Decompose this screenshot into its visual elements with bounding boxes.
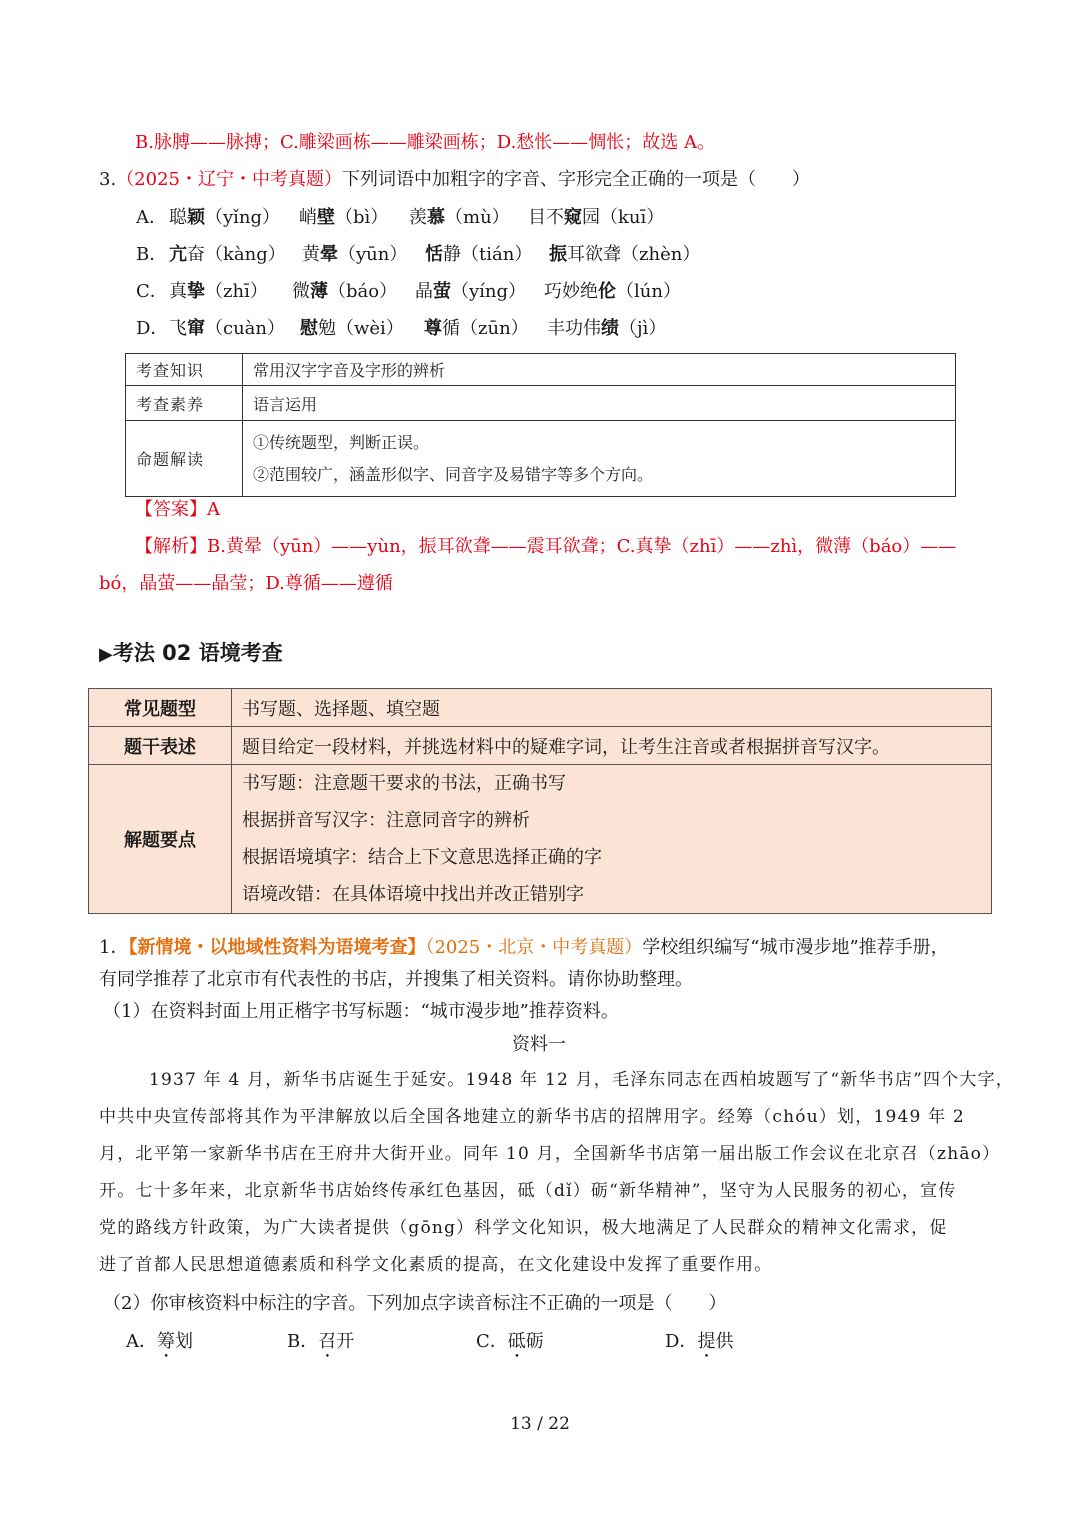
q1-stem-line-2: 有同学推荐了北京市有代表性的书店，并搜集了相关资料。请你协助整理。 — [99, 969, 693, 990]
section-title: ▶考法 02 语境考查 — [99, 641, 283, 665]
q3-analysis-line-1: 【解析】B.黄晕（yūn）——yùn，振耳欲聋——震耳欲聋；C.真挚（zhī）——zhì，微薄（báo）—— — [135, 536, 957, 557]
table-key: 考查素养 — [126, 386, 243, 421]
option-word: 丰功伟绩（jì） — [547, 318, 667, 339]
option-word: 黄晕（yūn） — [302, 244, 408, 265]
option-letter: B． — [136, 244, 168, 265]
option-word: 振耳欲聋（zhèn） — [549, 244, 701, 265]
q3-number: 3. — [99, 169, 117, 190]
option-word: 真挚（zhī） — [169, 281, 268, 302]
option-word: 羡慕（mù） — [409, 207, 510, 228]
option-word: 慰勉（wèi） — [300, 318, 404, 339]
table-value: 书写题：注意题干要求的书法，正确书写 根据拼音写汉字：注意同音字的辨析 根据语境填字：结合上下文意思选择正确的字 语境改错：在具体语境中找出并改正错别字 — [232, 765, 992, 914]
table-row — [89, 689, 992, 727]
table-row — [89, 765, 992, 914]
table-value: 题目给定一段材料，并挑选材料中的疑难字词，让考生注音或者根据拼音写汉字。 — [232, 727, 992, 765]
option-word: 峭壁（bì） — [299, 207, 389, 228]
table-key: 解题要点 — [89, 765, 232, 914]
option-word: 目不窥园（kuī） — [528, 207, 665, 228]
table-row — [126, 421, 956, 497]
option-letter: A． — [136, 207, 167, 228]
q1-tag: 【新情境・以地域性资料为语境考查】 — [128, 937, 426, 958]
triangle-icon: ▶ — [99, 644, 113, 665]
table-value: ①传统题型，判断正误。 ②范围较广，涵盖形似字、同音字及易错字等多个方向。 — [243, 421, 956, 497]
option-word: 微薄（báo） — [292, 281, 398, 302]
option-word: 巧妙绝伦（lún） — [544, 281, 681, 302]
q3-option-a[interactable] — [136, 206, 665, 230]
option-word: 恬静（tián） — [425, 244, 533, 265]
table-value: 常用汉字字音及字形的辨析 — [243, 354, 956, 386]
table-key: 考查知识 — [126, 354, 243, 386]
option-letter: C． — [136, 281, 168, 302]
table-value: 书写题、选择题、填空题 — [232, 689, 992, 727]
option-word: 晶萤（yíng） — [415, 281, 527, 302]
table-key: 题干表述 — [89, 727, 232, 765]
prev-analysis-tail: B.脉膊——脉搏；C.雕梁画栋——雕梁画栋；D.愁怅——惆怅；故选 A。 — [135, 132, 716, 153]
table-row — [126, 386, 956, 421]
table-row — [126, 354, 956, 386]
material-title: 资料一 — [512, 1034, 566, 1055]
q3-option-b[interactable] — [136, 243, 701, 267]
table-key: 命题解读 — [126, 421, 243, 497]
q3-source: （2025・辽宁・中考真题） — [116, 169, 342, 190]
option-letter: D． — [136, 318, 169, 339]
option-word: 飞窜（cuàn） — [169, 318, 285, 339]
q3-option-c[interactable] — [136, 280, 681, 304]
choice-a[interactable]: A．筹划 — [126, 1331, 193, 1352]
q3-analysis-line-2: bó，晶萤——晶莹；D.尊循——遵循 — [99, 573, 393, 594]
method-table — [88, 688, 992, 914]
q1-stem-line-1: 1．【新情境・以地域性资料为语境考查】（2025・北京・中考真题）学校组织编写“城市漫步地”推荐手册， — [99, 937, 949, 958]
option-word: 尊循（zūn） — [424, 318, 529, 339]
table-value: 语言运用 — [243, 386, 956, 421]
table-row — [89, 727, 992, 765]
q1-source: （2025・北京・中考真题） — [425, 937, 643, 958]
choice-b[interactable]: B．召开 — [287, 1331, 355, 1352]
choice-d[interactable]: D．提供 — [665, 1331, 734, 1352]
q3-stem-text: 下列词语中加粗字的字音、字形完全正确的一项是（ ） — [342, 169, 810, 190]
q3-option-d[interactable] — [136, 317, 667, 341]
q3-answer: 【答案】A — [135, 499, 220, 520]
page-number: 13 / 22 — [510, 1414, 570, 1434]
choice-c[interactable]: C．砥砺 — [476, 1331, 544, 1352]
material-paragraph: 1937 年 4 月，新华书店诞生于延安。1948 年 12 月，毛泽东同志在西柏坡题写了“新华书店”四个大字， 中共中央宣传部将其作为平津解放以后全国各地建立的新华书店的招牌用字。经筹（chóu）划，1949 年 2 月，北平第一家新华书店在王府井大街开业。同年 10 月，全国新华书店第一届出版工作会议在北京召（zhāo） 开。七十多年来，北京新华书店始终传承红色基因，砥（dǐ）砺“新华精神”，坚守为人民服务的初心，宣传 党的路线方针政策，为广大读者提供（gōng）科学文化知识，极大地满足了人民群众的精神文化需求，促 进了首都人民思想道德素质和科学文化素质的提高，在文化建设中发挥了重要作用。 — [99, 1070, 1014, 1275]
q3-stem — [99, 168, 810, 192]
q3-info-table — [125, 353, 956, 497]
table-key: 常见题型 — [89, 689, 232, 727]
q1-sub-question-2: （2）你审核资料中标注的字音。下列加点字读音标注不正确的一项是（ ） — [103, 1293, 727, 1314]
option-word: 聪颖（yǐng） — [169, 207, 281, 228]
q1-sub-question-1: （1）在资料封面上用正楷字书写标题：“城市漫步地”推荐资料。 — [103, 1001, 619, 1022]
option-word: 亢奋（kàng） — [169, 244, 286, 265]
